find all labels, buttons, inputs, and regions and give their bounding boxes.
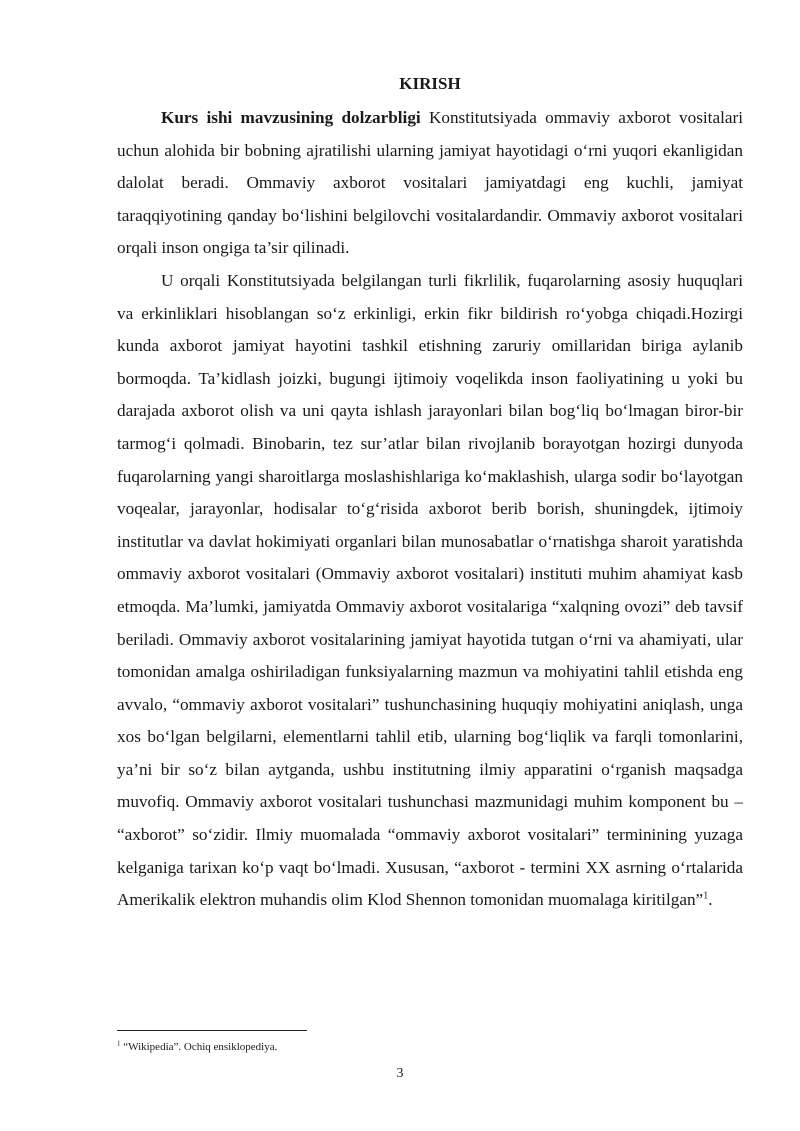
footnote [117,1040,277,1054]
footnote-reference[interactable]: 1 [703,890,709,902]
paragraph-text: U orqali Konstitutsiyada belgilangan turli fikrlilik, fuqarolarning asosiy huquqlari va erkinliklari hisoblangan so‘z erkinligi, erkin fikr bildirish ro‘yobga chiqadi.Hozirgi kunda axborot jamiyat hayotini tashkil etishning zaruriy omillaridan biriga aylanib bormoqda. Ta’kidlash joizki, bugungi ijtimoiy voqelikda inson faoliyatining u yoki bu darajada axborot olish va uni qayta ishlash jarayonlari bilan bog‘liq bo‘lmagan biror-bir tarmog‘i qolmadi. Binobarin, tez sur’atlar bilan rivojlanib borayotgan hozirgi dunyoda fuqarolarning yangi sharoitlarga moslashishlariga ko‘maklashish, ularga sodir bo‘layotgan voqealar, jarayonlar, hodisalar to‘g‘risida axborot berib borish, shuningdek, ijtimoiy institutlar va davlat hokimiyati organlari bilan munosabatlar o‘rnatishga sharoit yaratishda ommaviy axborot vositalari (Ommaviy axborot vositalari) instituti muhim ahamiyat kasb etmoqda. Ma’lumki, jamiyatda Ommaviy axborot vositalariga “xalqning ovozi” deb tavsif beriladi. Ommaviy axborot vositalarining jamiyat hayotida tutgan o‘rni va ahamiyati, ular tomonidan amalga oshiriladigan funksiyalarning mazmun va mohiyatini tahlil etishda eng avvalo, “ommaviy axborot vositalari” tushunchasining huquqiy mohiyatini aniqlash, unga xos bo‘lgan belgilarni, elementlarni tahlil etib, ularning bog‘liqlik va farqli tomonlarini, ya’ni bir so‘z bilan aytganda, ushbu institutning ilmiy apparatini o‘rganish maqsadga muvofiq. Ommaviy axborot vositalari tushunchasi mazmunidagi muhim komponent bu – “axborot” so‘zidir. Ilmiy muomalada “ommaviy axborot vositalari” terminining yuzaga kelganiga tarixan ko‘p vaqt bo‘lmadi. Xususan, “axborot - termini XX asrning o‘rtalarida Amerikalik elektron muhandis olim Klod Shennon tomonidan muomalaga kiritilgan” [117,270,743,910]
section-heading: KIRISH [399,74,461,93]
footnote-separator [117,1030,307,1031]
paragraph-main [117,265,743,917]
paragraph-text: Konstitutsiyada ommaviy axborot vositalari uchun alohida bir bobning ajratilishi ularning jamiyat hayotidagi o‘rni yuqori ekanligidan dalolat beradi. Ommaviy axborot vositalari jamiyatdagi eng kuchli, jamiyat taraqqiyotining qanday bo‘lishini belgilovchi vositalardandir. Ommaviy axborot vositalari orqali inson ongiga ta’sir qilinadi. [117,108,743,258]
footnote-text: “Wikipedia”. Ochiq ensiklopediya. [120,1041,278,1053]
paragraph-tail: . [708,890,713,910]
paragraph-relevance [117,102,743,265]
page-number: 3 [396,1066,404,1081]
paragraph-lead: Kurs ishi mavzusining dolzarbligi [161,108,421,127]
footnote-marker: 1 [117,1039,121,1048]
document-page [117,72,743,917]
